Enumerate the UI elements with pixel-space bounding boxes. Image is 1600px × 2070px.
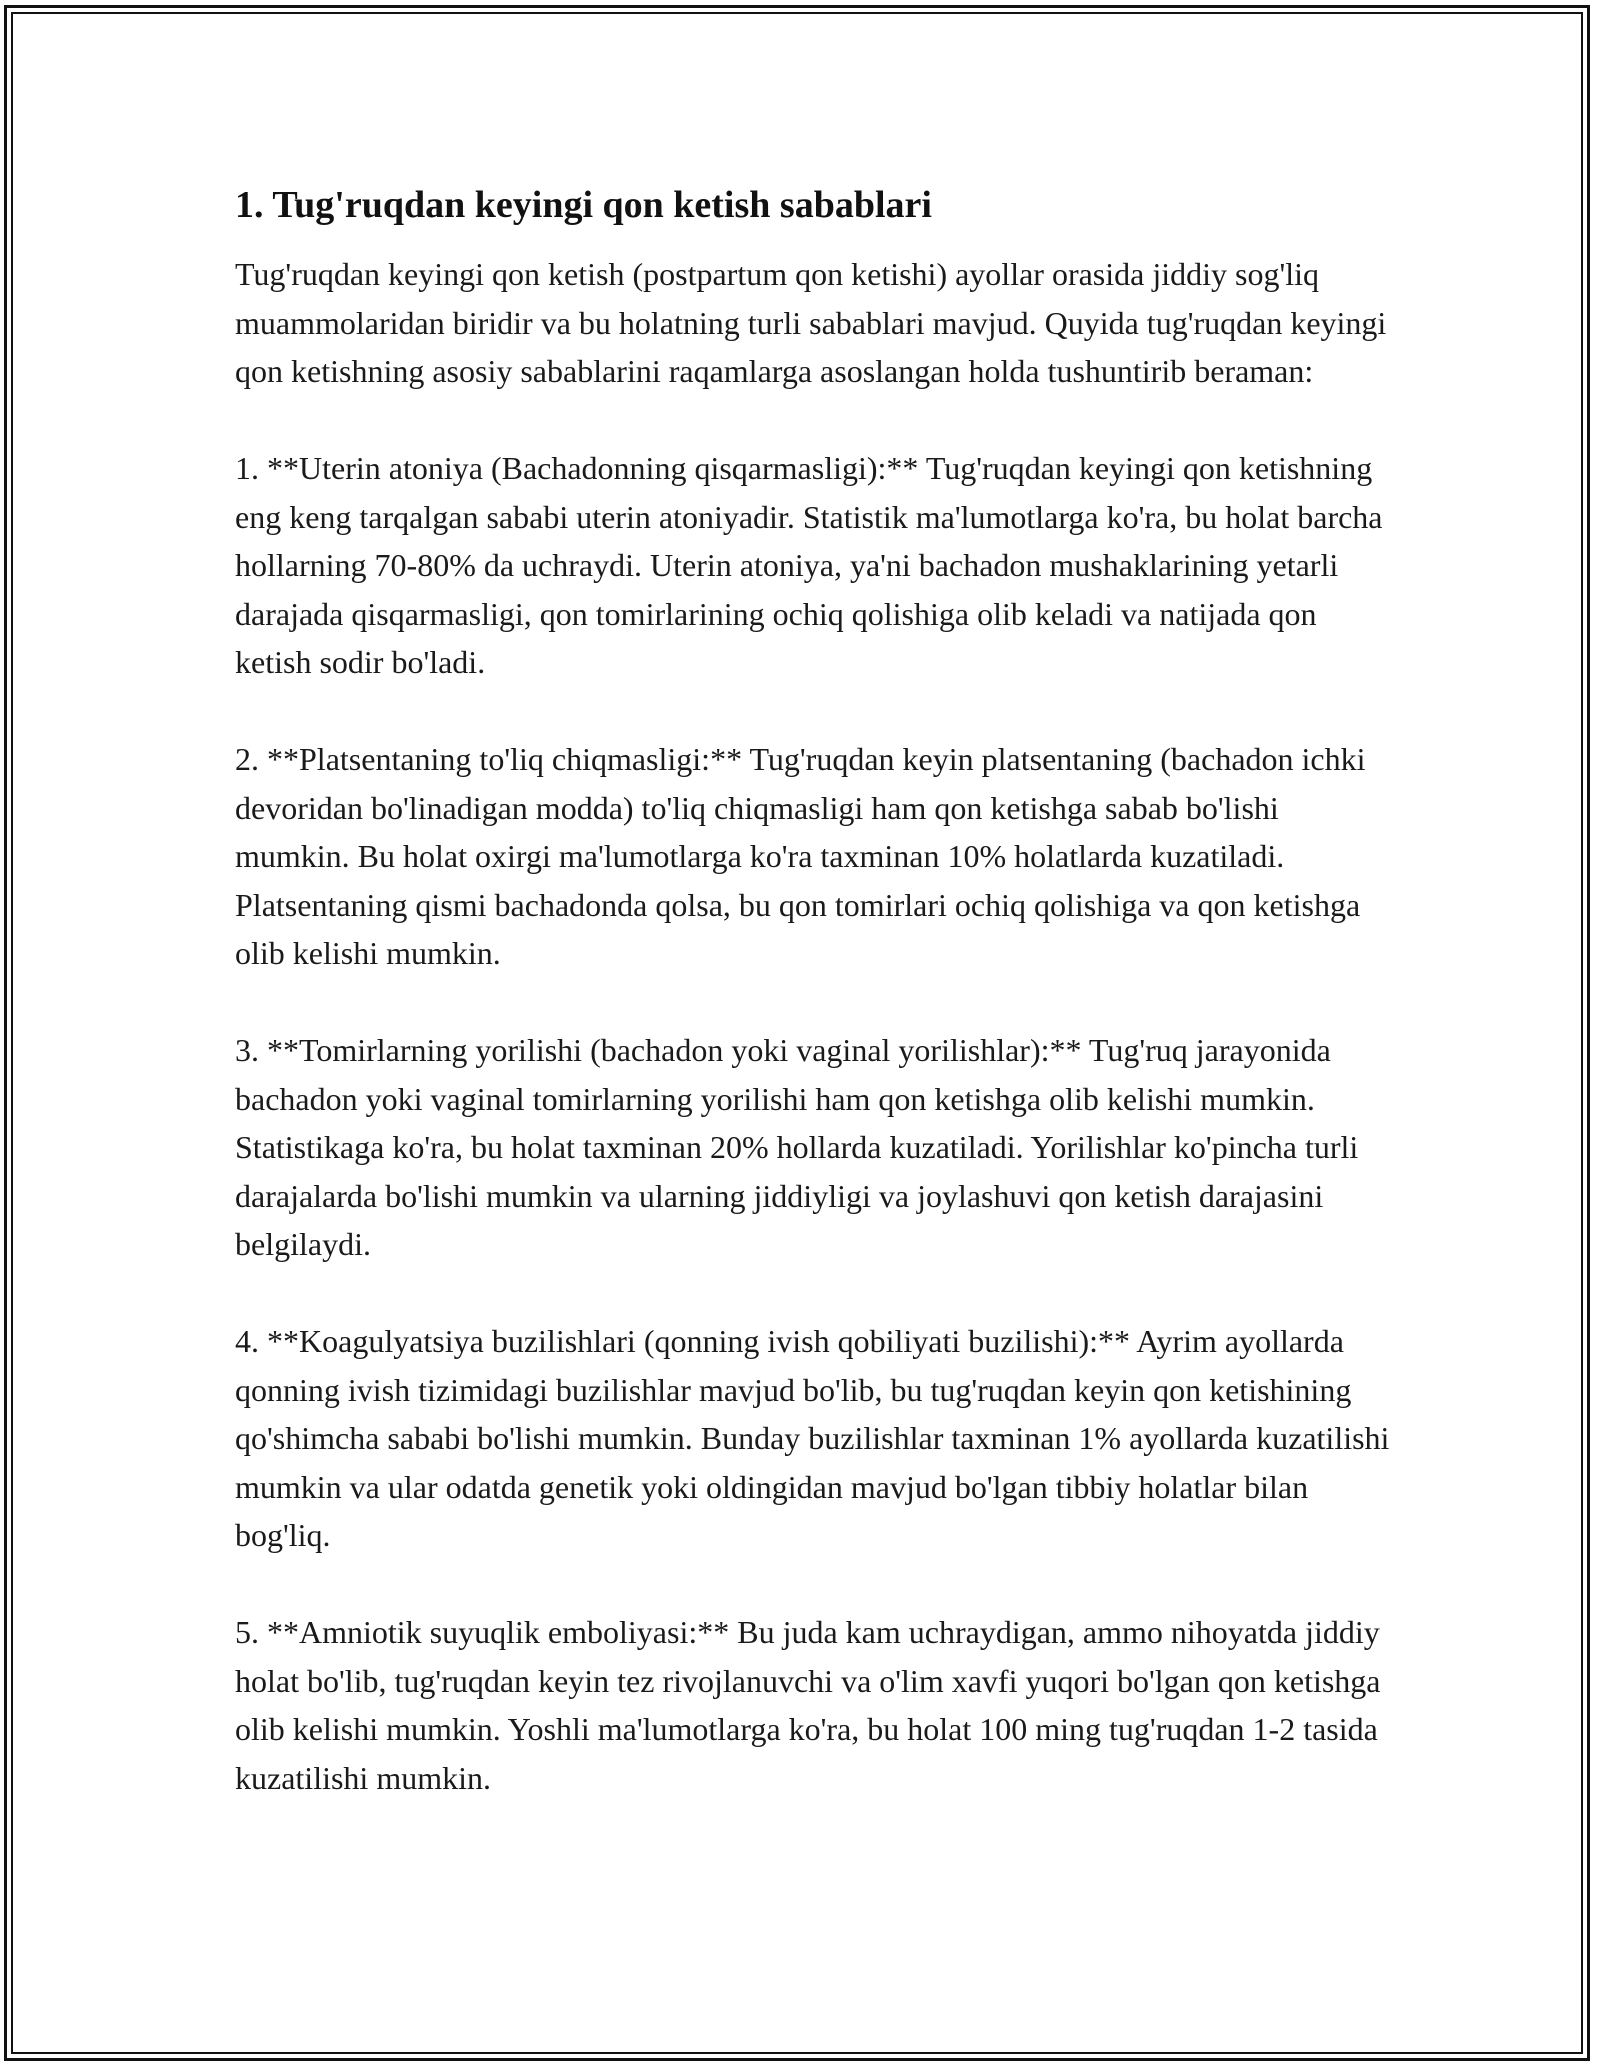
cause-paragraph-2: 2. **Platsentaning to'liq chiqmasligi:** Tug'ruqdan keyin platsentaning (bachadon ichki devoridan bo'linadigan modda) to'liq chiqmasligi ham qon ketishga sabab bo'lishi mumkin. Bu holat oxirgi ma'lumotlarga ko'ra taxminan 10% holatlarda kuzatiladi. Platsentaning qismi bachadonda qolsa, bu qon tomirlari ochiq qolishiga va qon ketishga olib kelishi mumkin. (235, 741, 1366, 971)
cause-paragraph-5: 5. **Amniotik suyuqlik emboliyasi:** Bu juda kam uchraydigan, ammo nihoyatda jiddiy holat bo'lib, tug'ruqdan keyin tez rivojlanuvchi va o'lim xavfi yuqori bo'lgan qon ketishga olib kelishi mumkin. Yoshli ma'lumotlarga ko'ra, bu holat 100 ming tug'ruqdan 1-2 tasida kuzatilishi mumkin. (235, 1614, 1381, 1796)
cause-paragraph-3: 3. **Tomirlarning yorilishi (bachadon yoki vaginal yorilishlar):** Tug'ruq jarayonida bachadon yoki vaginal tomirlarning yorilishi ham qon ketishga olib kelishi mumkin. Statistikaga ko'ra, bu holat taxminan 20% hollarda kuzatiladi. Yorilishlar ko'pincha turli darajalarda bo'lishi mumkin va ularning jiddiyligi va joylashuvi qon ketish darajasini belgilaydi. (235, 1032, 1359, 1262)
document-body (235, 180, 1395, 1802)
document-title: 1. Tug'ruqdan keyingi qon ketish sabablari (235, 184, 932, 226)
cause-paragraph-4: 4. **Koagulyatsiya buzilishlari (qonning ivish qobiliyati buzilishi):** Ayrim ayollarda qonning ivish tizimidagi buzilishlar mavjud bo'lib, bu tug'ruqdan keyin qon ketishining qo'shimcha sababi bo'lishi mumkin. Bunday buzilishlar taxminan 1% ayollarda kuzatilishi mumkin va ular odatda genetik yoki oldingidan mavjud bo'lgan tibbiy holatlar bilan bog'liq. (235, 1323, 1390, 1553)
cause-paragraph-1: 1. **Uterin atoniya (Bachadonning qisqarmasligi):** Tug'ruqdan keyingi qon ketishning eng keng tarqalgan sababi uterin atoniyadir. Statistik ma'lumotlarga ko'ra, bu holat barcha hollarning 70-80% da uchraydi. Uterin atoniya, ya'ni bachadon mushaklarining yetarli darajada qisqarmasligi, qon tomirlarining ochiq qolishiga olib keladi va natijada qon ketish sodir bo'ladi. (235, 450, 1383, 680)
intro-paragraph: Tug'ruqdan keyingi qon ketish (postpartum qon ketishi) ayollar orasida jiddiy sog'liq muammolaridan biridir va bu holatning turli sabablari mavjud. Quyida tug'ruqdan keyingi qon ketishning asosiy sabablarini raqamlarga asoslangan holda tushuntirib beraman: (235, 256, 1387, 389)
